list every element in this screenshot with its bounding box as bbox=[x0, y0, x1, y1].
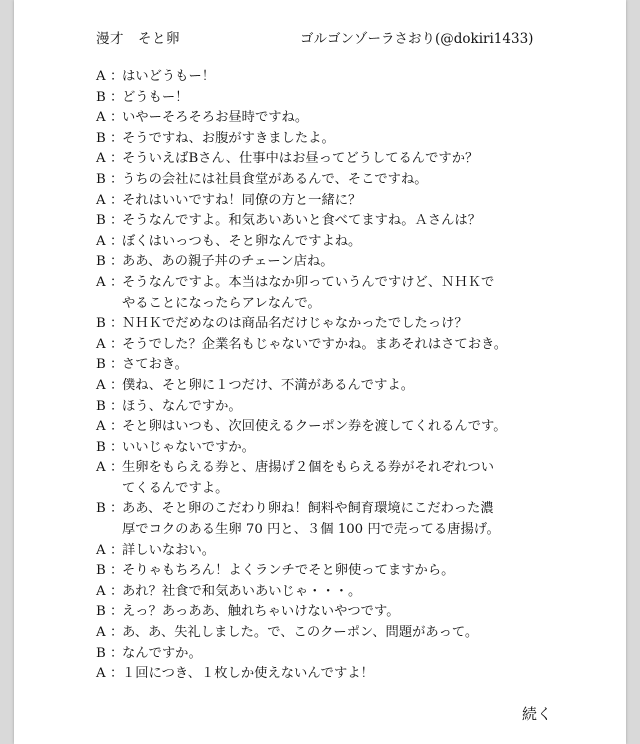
dialogue-text: そういえばBさん、仕事中はお昼ってどうしてるんですか？ bbox=[122, 151, 479, 167]
dialogue-line bbox=[96, 438, 566, 459]
dialogue-line bbox=[96, 67, 566, 88]
dialogue-line bbox=[96, 561, 566, 582]
speaker-label: B bbox=[96, 254, 106, 270]
speaker-colon: ： bbox=[110, 542, 124, 558]
dialogue-line bbox=[96, 397, 566, 418]
speaker-colon: ： bbox=[110, 110, 124, 126]
speaker-colon: ： bbox=[110, 419, 124, 435]
dialogue-line bbox=[96, 149, 566, 170]
dialogue-text: 詳しいなおい。 bbox=[122, 542, 216, 558]
dialogue-text: はいどうもー！ bbox=[122, 69, 216, 84]
dialogue-text: ああ、そと卵のこだわり卵ね！飼料や飼育環境にこだわった濃 厚でコクのある生卵 70 円と、３個 100 円で売ってる唐揚げ。 bbox=[122, 501, 500, 538]
speaker-label: B bbox=[96, 89, 106, 105]
dialogue-line bbox=[96, 623, 566, 644]
dialogue-line bbox=[96, 644, 566, 665]
speaker-colon: ： bbox=[110, 563, 124, 579]
dialogue-line bbox=[96, 314, 566, 335]
dialogue-line bbox=[96, 602, 566, 623]
speaker-colon: ： bbox=[110, 233, 124, 249]
speaker-label: B bbox=[96, 213, 106, 229]
dialogue-line bbox=[96, 376, 566, 397]
dialogue-text: そうなんですよ。本当はなか卯っていうんですけど、ＮＨＫで やることになったらアレなんで。 bbox=[122, 274, 495, 311]
speaker-label: A bbox=[96, 336, 106, 352]
dialogue-line bbox=[96, 88, 566, 109]
dialogue-line bbox=[96, 191, 566, 212]
speaker-colon: ： bbox=[110, 336, 124, 352]
speaker-label: B bbox=[96, 604, 106, 620]
speaker-label: B bbox=[96, 501, 106, 517]
speaker-label: A bbox=[96, 419, 106, 435]
speaker-colon: ： bbox=[110, 645, 124, 661]
author-credit: ゴルゴンゾーラさおり(@dokiri1433) bbox=[300, 31, 534, 47]
dialogue-text: うちの会社には社員食堂があるんで、そこですね。 bbox=[122, 171, 428, 187]
dialogue-text: なんですか。 bbox=[122, 645, 202, 661]
speaker-label: B bbox=[96, 645, 106, 661]
dialogue-text: いやーそろそろお昼時ですね。 bbox=[122, 110, 309, 126]
speaker-colon: ： bbox=[110, 213, 124, 229]
speaker-colon: ： bbox=[110, 625, 124, 641]
speaker-colon: ： bbox=[110, 583, 124, 599]
speaker-label: A bbox=[96, 377, 106, 393]
dialogue-text: 僕ね、そと卵に１つだけ、不満があるんですよ。 bbox=[122, 377, 414, 393]
dialogue-text: えっ？あっああ、触れちゃいけないやつです。 bbox=[122, 604, 400, 620]
speaker-label: B bbox=[96, 130, 106, 146]
dialogue-text: ＮＨＫでだめなのは商品名だけじゃなかったでしたっけ？ bbox=[122, 316, 468, 332]
speaker-label: A bbox=[96, 69, 106, 84]
speaker-label: A bbox=[96, 110, 106, 126]
dialogue-text: そうですね、お腹がすきましたよ。 bbox=[122, 130, 335, 146]
speaker-label: A bbox=[96, 542, 106, 558]
dialogue-text: あ、あ、失礼しました。で、このクーポン、問題があって。 bbox=[122, 625, 479, 641]
continued-label: 続く bbox=[522, 705, 553, 723]
dialogue-line bbox=[96, 499, 566, 540]
speaker-label: A bbox=[96, 666, 106, 682]
speaker-label: B bbox=[96, 398, 106, 414]
dialogue-line bbox=[96, 108, 566, 129]
dialogue-line bbox=[96, 664, 566, 685]
speaker-colon: ： bbox=[110, 460, 124, 476]
speaker-colon: ： bbox=[110, 69, 124, 84]
speaker-colon: ： bbox=[110, 316, 124, 332]
speaker-label: A bbox=[96, 151, 106, 167]
speaker-label: A bbox=[96, 460, 106, 476]
speaker-colon: ： bbox=[110, 89, 124, 105]
dialogue-lines bbox=[96, 67, 566, 685]
script-title: 漫才 そと卵 bbox=[96, 31, 180, 47]
speaker-label: A bbox=[96, 625, 106, 641]
speaker-colon: ： bbox=[110, 501, 124, 517]
speaker-colon: ： bbox=[110, 192, 124, 208]
speaker-label: B bbox=[96, 563, 106, 579]
speaker-label: A bbox=[96, 233, 106, 249]
dialogue-line bbox=[96, 582, 566, 603]
dialogue-text: そうでした？企業名もじゃないですかね。まあそれはさておき。 bbox=[122, 336, 508, 352]
speaker-colon: ： bbox=[110, 274, 124, 290]
speaker-label: B bbox=[96, 357, 106, 373]
dialogue-text: あれ？社食で和気あいあいじゃ・・・。 bbox=[122, 583, 362, 599]
dialogue-text: いいじゃないですか。 bbox=[122, 439, 255, 455]
speaker-colon: ： bbox=[110, 604, 124, 620]
speaker-colon: ： bbox=[110, 377, 124, 393]
dialogue-line bbox=[96, 417, 566, 438]
dialogue-text: ああ、あの親子丼のチェーン店ね。 bbox=[122, 254, 334, 270]
dialogue-line bbox=[96, 232, 566, 253]
dialogue-text: 生卵をもらえる券と、唐揚げ２個をもらえる券がそれぞれつい てくるんですよ。 bbox=[122, 460, 495, 496]
document-page bbox=[14, 0, 626, 744]
speaker-colon: ： bbox=[110, 357, 124, 373]
speaker-colon: ： bbox=[110, 398, 124, 414]
dialogue-text: そと卵はいつも、次回使えるクーポン券を渡してくれるんです。 bbox=[122, 419, 507, 435]
dialogue-line bbox=[96, 170, 566, 191]
dialogue-line bbox=[96, 273, 566, 314]
dialogue-line bbox=[96, 458, 566, 499]
dialogue-text: さておき。 bbox=[122, 357, 188, 373]
dialogue-text: どうもー！ bbox=[122, 89, 189, 105]
speaker-colon: ： bbox=[110, 254, 124, 270]
dialogue-line bbox=[96, 541, 566, 562]
speaker-label: A bbox=[96, 192, 106, 208]
dialogue-text: ぼくはいっつも、そと卵なんですよね。 bbox=[122, 233, 362, 249]
speaker-label: A bbox=[96, 583, 106, 599]
dialogue-line bbox=[96, 335, 566, 356]
speaker-colon: ： bbox=[110, 171, 124, 187]
speaker-label: A bbox=[96, 274, 106, 290]
dialogue-line bbox=[96, 252, 566, 273]
dialogue-line bbox=[96, 211, 566, 232]
dialogue-line bbox=[96, 129, 566, 150]
speaker-colon: ： bbox=[110, 666, 124, 682]
dialogue-text: ほう、なんですか。 bbox=[122, 398, 242, 414]
speaker-colon: ： bbox=[110, 151, 124, 167]
dialogue-text: １回につき、１枚しか使えないんですよ！ bbox=[122, 666, 374, 682]
dialogue-text: そりゃもちろん！よくランチでそと卵使ってますから。 bbox=[122, 563, 455, 579]
speaker-label: B bbox=[96, 171, 106, 187]
dialogue-line bbox=[96, 355, 566, 376]
speaker-label: B bbox=[96, 439, 106, 455]
dialogue-text: それはいいですね！同僚の方と一緒に？ bbox=[122, 192, 362, 208]
speaker-colon: ： bbox=[110, 130, 124, 146]
dialogue-text: そうなんですよ。和気あいあいと食べてますね。Ａさんは？ bbox=[122, 213, 482, 229]
speaker-colon: ： bbox=[110, 439, 124, 455]
speaker-label: B bbox=[96, 316, 106, 332]
